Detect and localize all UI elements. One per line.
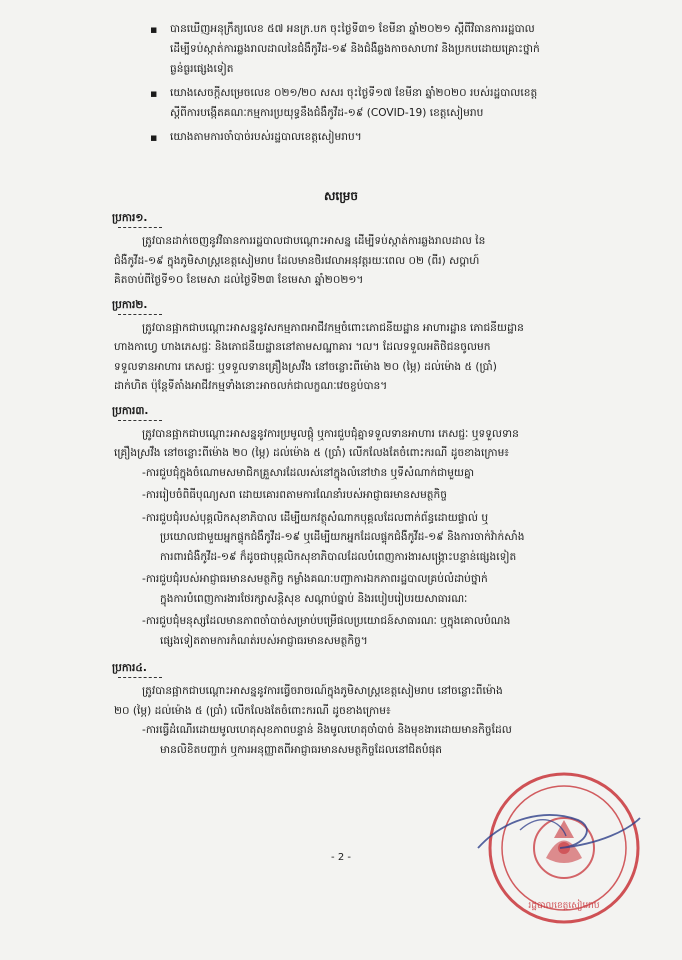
article-heading: ប្រការ១. <box>112 212 148 224</box>
article-heading: ប្រការ៤. <box>112 662 147 674</box>
reference-bullet: ▪ <box>150 131 158 144</box>
article-item-line: ផ្សេងទៀតតាមការកំណត់របស់អាជ្ញាធរមានសមត្ថកិច្ច។ <box>160 634 368 647</box>
article-paragraph-line: ត្រូវបានផ្អាកជាបណ្ដោះអាសន្ននូវការប្រមូលផ្ដុំ ឬការជួបជុំគ្នាទទួលទានអាហារ ភេសជ្ជៈ ឬទទួលទាន <box>142 427 519 440</box>
article-item-line: ប្រយោលជាមួយអ្នកផ្ទុកជំងឺកូវីដ-១៩ ឬដើម្បីយកអ្នកដែលផ្ទុកជំងឺកូវីដ-១៩ និងការចាក់វ៉ាក់សាំង <box>160 531 525 543</box>
article-item-line: -ការធ្វើដំណើរដោយមូលហេតុសុខភាពបន្ទាន់ និងមូលហេតុចាំបាច់ និងមុខងារដោយមានកិច្ចដែល <box>142 724 512 736</box>
decision-title: សម្រេច <box>323 189 359 203</box>
article-paragraph-line: ត្រូវបានផ្អាកជាបណ្ដោះអាសន្ននូវសកម្មភាពអាជីវកម្មចំពោះភោជនីយដ្ឋាន អាហារដ្ឋាន ភោជនីយដ្ឋាន <box>142 321 524 334</box>
article-item-line: -ការជួបជុំក្នុងចំណោមសមាជិកគ្រួសារដែលរស់នៅក្នុងលំនៅឋាន ឬទីសំណាក់ជាមួយគ្នា <box>142 466 475 479</box>
reference-line: បានឃើញអនុក្រឹត្យលេខ ៥៧ អនក្រ.បក ចុះថ្ងៃទី៣១ ខែមីនា ឆ្នាំ២០២១ ស្ដីពីវិធានការរដ្ឋបាល <box>170 23 535 35</box>
article-paragraph-line: ហាងកាហ្វេ ហាងភេសជ្ជៈ និងភោជនីយដ្ឋាននៅតាមសណ្ឋាគារ ។ល។ ដែលទទួលអតិថិជនចូលមក <box>114 341 491 353</box>
stamp-text: រដ្ឋបាលខេត្តសៀមរាប <box>528 901 600 911</box>
page-number: - 2 - <box>331 852 351 863</box>
article-item-line: -ការជួបជុំមនុស្សដែលមានភាពចាំបាច់សម្រាប់បម្រើផលប្រយោជន៍សាធារណៈ ឬក្នុងគោលបំណង <box>142 615 511 627</box>
article-paragraph-line: ត្រូវបានដាក់ចេញនូវវិធានការរដ្ឋបាលជាបណ្ដោះអាសន្ន ដើម្បីទប់ស្កាត់ការឆ្លងរាលដាល នៃ <box>142 235 486 247</box>
reference-line: យោងតាមការចាំបាច់របស់រដ្ឋបាលខេត្តសៀមរាប។ <box>170 131 362 143</box>
reference-line: ធ្ងន់ធ្ងរផ្សេងទៀត <box>170 63 234 75</box>
article-paragraph-line: គិតចាប់ពីថ្ងៃទី១០ ខែមេសា ដល់ថ្ងៃទី២៣ ខែមេសា ឆ្នាំ២០២១។ <box>114 274 364 286</box>
article-item-line: -ការជួបជុំរបស់បុគ្គលិកសុខាភិបាល ដើម្បីយកវត្ថុសំណាកបុគ្គលដែលពាក់ព័ន្ធដោយផ្ទាល់ ឬ <box>142 511 489 524</box>
article-item-line: ក្នុងការបំពេញការងារថែរក្សាសន្តិសុខ សណ្ដាប់ធ្នាប់ និងរបៀបរៀបរយសាធារណៈ <box>160 592 468 605</box>
article-paragraph-line: គ្រឿងស្រវឹង នៅចន្លោះពីម៉ោង ២០ (ម្ភៃ) ដល់ម៉ោង ៥ (ប្រាំ) លើកលែងតែចំពោះករណី ដូចខាងក្រោម៖ <box>114 447 509 459</box>
article-paragraph-line: ត្រូវបានផ្អាកជាបណ្ដោះអាសន្ននូវការធ្វើចរាចរណ៍ក្នុងភូមិសាស្ត្រខេត្តសៀមរាប នៅចន្លោះពីម៉ោង <box>142 685 503 697</box>
reference-line: ដើម្បីទប់ស្កាត់ការឆ្លងរាលដាលនៃជំងឺកូវីដ-១៩ និងជំងឺឆ្លងកាចសាហាវ និងប្រកបដោយគ្រោះថ្នាក់ <box>170 43 540 55</box>
article-item-line: -ការរៀបចំពិធីបុណ្យសព ដោយគោរពតាមការណែនាំរបស់អាជ្ញាធរមានសមត្ថកិច្ច <box>142 489 447 501</box>
article-paragraph-line: ២០ (ម្ភៃ) ដល់ម៉ោង ៥ (ប្រាំ) លើកលែងតែចំពោះករណី ដូចខាងក្រោម៖ <box>114 704 391 717</box>
article-heading: ប្រការ៣. <box>112 404 149 417</box>
reference-line: យោងសេចក្ដីសម្រេចលេខ ០២១/២០ សសរ ចុះថ្ងៃទី១៧ ខែមីនា ឆ្នាំ២០២០ របស់រដ្ឋបាលខេត្ត <box>170 87 538 99</box>
reference-bullet: ▪ <box>150 87 158 100</box>
reference-line: ស្ដីពីការបង្កើតគណៈកម្មការប្រយុទ្ធនឹងជំងឺកូវីដ-១៩ (COVID-19) ខេត្តសៀមរាប <box>170 107 484 119</box>
article-item-line: មានលិខិតបញ្ជាក់ ឬការអនុញ្ញាតពីអាជ្ញាធរមានសមត្ថកិច្ចដែលនៅជិតបំផុត <box>160 743 443 756</box>
article-paragraph-line: ជំងឺកូវីដ-១៩ ក្នុងភូមិសាស្ត្រខេត្តសៀមរាប ដែលមានថិរវេលាអនុវត្តរយៈពេល ០២ (ពីរ) សប្ដាហ៍ <box>114 254 480 267</box>
article-item-line: ការពារជំងឺកូវីដ-១៩ ក៏ដូចជាបុគ្គលិកសុខាភិបាលដែលបំពេញការងារសង្គ្រោះបន្ទាន់ផ្សេងទៀត <box>160 550 517 563</box>
article-heading: ប្រការ២. <box>112 298 148 311</box>
article-paragraph-line: ដាក់ហិត ប៉ុន្តែទីតាំងអាជីវកម្មទាំងនោះអាចលក់ជាលក្ខណៈវេចខ្ចប់បាន។ <box>114 380 388 392</box>
article-paragraph-line: ទទួលទានអាហារ ភេសជ្ជៈ ឬទទួលទានគ្រឿងស្រវឹង នៅចន្លោះពីម៉ោង ២០ (ម្ភៃ) ដល់ម៉ោង ៥ (ប្រាំ) <box>114 360 497 373</box>
article-item-line: -ការជួបជុំរបស់អាជ្ញាធរមានសមត្ថកិច្ច កម្លាំងគណៈបញ្ជាការឯកភាពរដ្ឋបាលគ្រប់លំដាប់ថ្នាក់ <box>142 573 488 585</box>
reference-bullet: ▪ <box>150 23 158 36</box>
